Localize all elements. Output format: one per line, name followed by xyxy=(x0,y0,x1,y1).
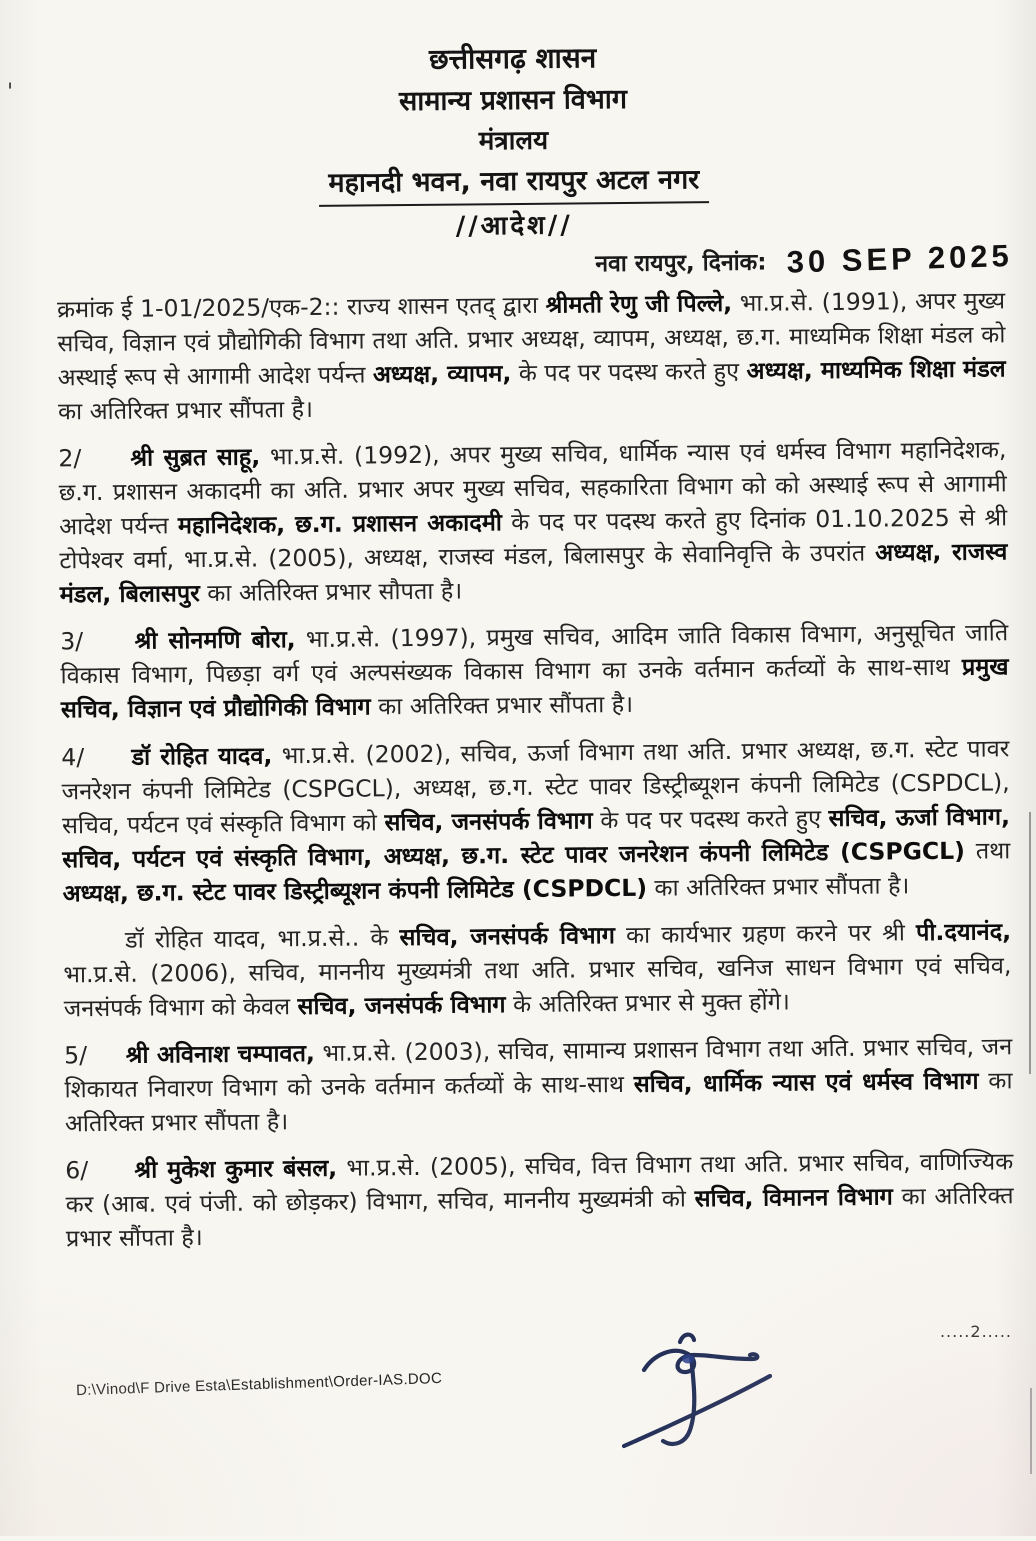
text-run: का अतिरिक्त प्रभार सौंपता है। xyxy=(370,690,634,721)
text-run: भा.प्र.से. (2002), सचिव, ऊर्जा विभाग तथा अति. प्रभार अध्यक्ष, छ.ग. स्टेट पावर जनरेशन कंपनी लिमिटेड (CSPGCL), अध्यक्ष, छ.ग. स्टेट पावर डिस्ट्रीब्यूशन कंपनी लिमिटेड (CSPDCL), सचिव, पर्यटन एवं संस्कृति विभाग को xyxy=(61,733,1010,840)
text-run: क्रमांक ई 1-01/2025/एक-2:: राज्य शासन एतद् द्वारा xyxy=(56,290,546,324)
order-paragraph-2 xyxy=(58,432,1008,611)
handwritten-signature-icon xyxy=(600,1326,824,1466)
text-run: भा.प्र.से. (1991), अपर मुख्य सचिव, विज्ञान एवं प्रौद्योगिकी विभाग तथा अति. प्रभार अध्यक्ष, व्यापम, अध्यक्ष, छ.ग. माध्यमिक शिक्षा मंडल को अस्थाई रूप से आगामी आदेश पर्यन्त xyxy=(57,286,1006,392)
text-run: भा.प्र.से. (1992), अपर मुख्य सचिव, धार्मिक न्यास एवं धर्मस्व विभाग महानिदेशक, छ.ग. प्रशासन अकादमी का अति. प्रभार अपर मुख्य सचिव, सहकारिता विभाग को को अस्थाई रूप से आगामी आदेश पर्यन्त xyxy=(58,435,1007,541)
text-run-bold: महानिदेशक, छ.ग. प्रशासन अकादमी xyxy=(177,508,503,540)
page-number-indicator: .....2..... xyxy=(939,1322,1012,1341)
text-run: भा.प्र.से. (2005), सचिव, वित्त विभाग तथा अति. प्रभार सचिव, वाणिज्यिक कर (आब. एवं पंजी. को छोड़कर) विभाग, सचिव, माननीय मुख्यमंत्री को xyxy=(65,1147,1014,1219)
order-title: //आदेश// xyxy=(455,210,573,242)
place-date-label: नवा रायपुर, दिनांक: xyxy=(595,249,767,277)
text-run: के पद पर पदस्थ करते हुए दिनांक 01.10.2025 से श्री टोपेश्वर वर्मा, भा.प्र.से. (2005), अध्यक्ष, राजस्व मंडल, बिलासपुर के सेवानिवृत्ति के उपरांत xyxy=(59,503,1008,575)
text-run-bold: सचिव, ऊर्जा विभाग, सचिव, पर्यटन एवं संस्कृति विभाग, अध्यक्ष, छ.ग. स्टेट पावर जनरेशन कंपनी लिमिटेड (CSPGCL) xyxy=(62,801,1011,874)
text-run-bold: अध्यक्ष, व्यापम, xyxy=(372,358,512,389)
date-stamp: 30 SEP 2025 xyxy=(786,237,1014,280)
text-run: का अतिरिक्त प्रभार सौपता है। xyxy=(199,576,463,608)
government-name: छत्तीसगढ़ शासन xyxy=(428,41,597,76)
order-paragraph-5 xyxy=(64,1029,1013,1140)
text-run: के पद पर पदस्थ करते हुए xyxy=(511,356,747,387)
text-run-bold: पी.दयानंद, xyxy=(915,917,1012,947)
text-run: भा.प्र.से. (1997), प्रमुख सचिव, आदिम जाति विकास विभाग, अनुसूचित जाति विकास विभाग, पिछड़ा वर्ग एवं अल्पसंख्यक विकास विभाग का उनके वर्तमान कर्तव्यों के साथ-साथ xyxy=(60,618,1009,690)
document-file-path: D:\Vinod\F Drive Esta\Establishment\Order-IAS.DOC xyxy=(75,1369,443,1400)
text-run-bold: सचिव, जनसंपर्क विभाग xyxy=(399,920,616,951)
text-run: डॉ रोहित यादव, भा.प्र.से.. के xyxy=(124,922,400,954)
text-run-bold: अध्यक्ष, राजस्व मंडल, बिलासपुर xyxy=(59,537,1008,609)
text-run: का अतिरिक्त प्रभार सौंपता है। xyxy=(57,394,314,426)
ministry-label: मंत्रालय xyxy=(478,125,549,157)
text-run: भा.प्र.से. (2006), सचिव, माननीय मुख्यमंत्री तथा अति. प्रभार सचिव, खनिज साधन विभाग एवं सचिव, जनसंपर्क विभाग को केवल xyxy=(63,951,1012,1023)
text-run-bold: प्रमुख सचिव, विज्ञान एवं प्रौद्योगिकी विभाग xyxy=(60,652,1009,724)
text-run-bold: श्रीमती रेणु जी पिल्ले, xyxy=(545,288,733,319)
text-run-bold: अध्यक्ष, छ.ग. स्टेट पावर डिस्ट्रीब्यूशन कंपनी लिमिटेड (CSPDCL) xyxy=(62,873,648,908)
order-paragraph-1 xyxy=(57,283,1006,428)
department-name: सामान्य प्रशासन विभाग xyxy=(398,83,628,117)
text-run-bold: सचिव, धार्मिक न्यास एवं धर्मस्व विभाग xyxy=(633,1066,979,1098)
letterhead xyxy=(0,0,1032,247)
text-run: 4/ xyxy=(61,742,132,771)
order-body xyxy=(0,275,1036,1257)
text-run-bold: श्री सुब्रत साहू, xyxy=(130,442,261,472)
scan-artifact-mark: ' xyxy=(7,80,14,105)
scan-edge-line xyxy=(1029,812,1031,1074)
order-paragraph-3 xyxy=(60,616,1009,727)
text-run-bold: सचिव, जनसंपर्क विभाग xyxy=(297,990,506,1021)
address-line-wrap xyxy=(0,161,1032,209)
text-run-bold: सचिव, जनसंपर्क विभाग xyxy=(384,805,593,836)
text-run: का कार्यभार ग्रहण करने पर श्री xyxy=(614,918,917,949)
text-run: 2/ xyxy=(58,443,131,473)
text-run: भा.प्र.से. (2003), सचिव, सामान्य प्रशासन विभाग तथा अति. प्रभार सचिव, जन शिकायत निवारण विभाग को उनके वर्तमान कर्तव्यों के साथ-साथ xyxy=(64,1032,1013,1104)
text-run: का अतिरिक्त प्रभार सौंपता है। xyxy=(65,1181,1014,1253)
text-run-bold: श्री अविनाश चम्पावत, xyxy=(125,1038,315,1069)
text-run: के पद पर पदस्थ करते हुए xyxy=(592,803,829,834)
text-run-bold: सचिव, विमानन विभाग xyxy=(694,1182,893,1213)
text-run: 6/ xyxy=(65,1155,135,1185)
order-paragraph-4-continuation xyxy=(63,914,1012,1025)
text-run: का अतिरिक्त प्रभार सौंपता है। xyxy=(646,871,910,902)
text-run-bold: श्री सोनमणि बोरा, xyxy=(134,625,296,655)
address-line: महानदी भवन, नवा रायपुर अटल नगर xyxy=(318,164,709,206)
order-paragraph-6 xyxy=(65,1144,1014,1255)
text-run: 3/ xyxy=(60,626,135,656)
scan-edge-line xyxy=(1030,1388,1032,1474)
order-paragraph-4 xyxy=(61,731,1011,910)
text-run-bold: श्री मुकेश कुमार बंसल, xyxy=(134,1153,338,1184)
text-run: का अतिरिक्त प्रभार सौंपता है। xyxy=(64,1066,1013,1138)
text-run: 5/ xyxy=(64,1040,126,1070)
text-run-bold: अध्यक्ष, माध्यमिक शिक्षा मंडल xyxy=(746,354,1006,385)
text-run: के अतिरिक्त प्रभार से मुक्त होंगे। xyxy=(505,987,790,1019)
text-run: तथा xyxy=(964,835,1011,865)
text-run-bold: डॉ रोहित यादव, xyxy=(131,740,273,771)
dateline xyxy=(0,239,1033,285)
